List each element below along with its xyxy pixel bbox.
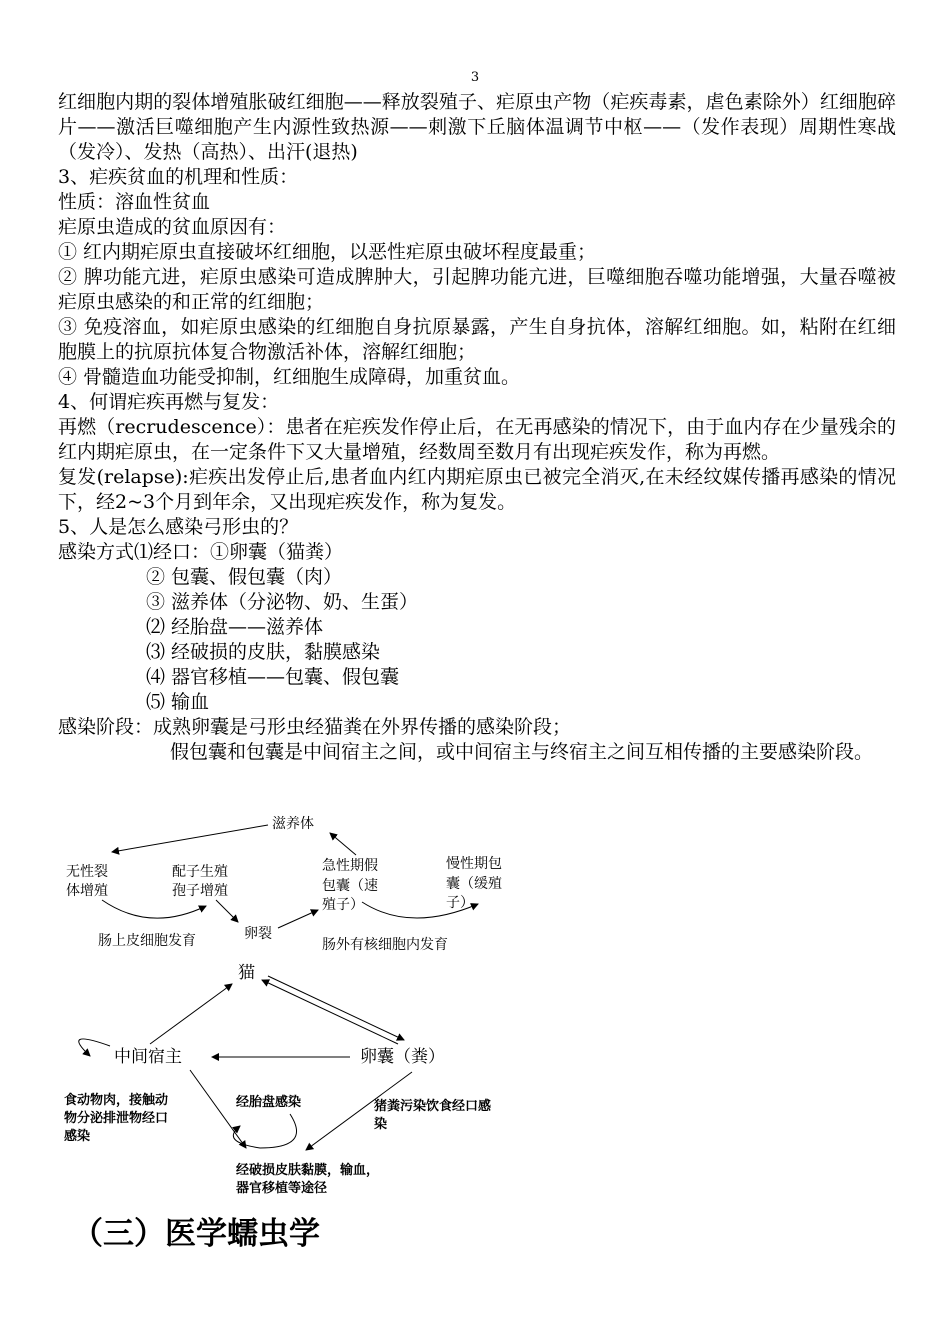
arrow-trophozoite-to-asexual <box>112 825 268 852</box>
infective-stage: 感染阶段：成熟卵囊是弓形虫经猫粪在外界传播的感染阶段； <box>58 716 572 738</box>
heading-recrudescence: 4、何谓疟疾再燃与复发： <box>58 391 280 413</box>
label-gamete-2: 孢子增殖 <box>172 883 228 899</box>
paragraph-fever-mechanism: 红细胞内期的裂体增殖胀破红细胞——释放裂殖子、疟原虫产物（疟疾毒素，虐色素除外）红细胞碎片——激活巨噬细胞产生内源性致热源——刺激下丘脑体温调节中枢——（发作表现）周期性寒战（发冷）、发热（高热）、出汗(退热) <box>58 91 896 163</box>
label-chronic-2: 囊（缓殖 <box>446 876 502 892</box>
infection-route-transplant: ⑷ 器官移植——包囊、假包囊 <box>146 666 400 688</box>
arrow-acute-to-trophozoite <box>330 833 356 855</box>
arrow-schizont-to-acute <box>278 910 318 928</box>
anemia-cause-4: ④ 骨髓造血功能受抑制，红细胞生成障碍，加重贫血。 <box>58 366 521 388</box>
heading-anemia: 3、疟疾贫血的机理和性质： <box>58 166 299 188</box>
anemia-cause-1: ① 红内期疟原虫直接破坏红细胞，以恶性疟原虫破坏程度最重； <box>58 241 597 263</box>
label-feces-2: 染 <box>374 1117 388 1132</box>
infection-route-placenta: ⑵ 经胎盘——滋养体 <box>146 616 324 638</box>
infection-route-oral: 感染方式⑴经口：①卵囊（猫粪） <box>58 541 344 563</box>
label-gamete-1: 配子生殖 <box>172 864 228 880</box>
body-text <box>58 90 896 765</box>
infection-route-cyst: ② 包囊、假包囊（肉） <box>146 566 343 588</box>
infection-route-trophozoite: ③ 滋养体（分泌物、奶、生蛋） <box>146 591 419 613</box>
page-number: 3 <box>470 70 480 85</box>
label-acute-3: 殖子） <box>322 897 364 913</box>
infection-route-skin: ⑶ 经破损的皮肤，黏膜感染 <box>146 641 381 663</box>
recrudescence-definition: 再燃（recrudescence）：患者在疟疾发作停止后，在无再感染的情况下，由于血内存在少量残余的红内期疟原虫，在一定条件下又大量增殖，经数周至数月有出现疟疾发作，称为再燃。 <box>58 416 896 463</box>
label-asexual-2: 体增殖 <box>66 883 108 899</box>
label-chronic-1: 慢性期包 <box>446 856 502 872</box>
label-trophozoite: 滋养体 <box>272 816 314 832</box>
section-title: （三）医学蠕虫学 <box>72 1216 320 1252</box>
label-skin-2: 器官移植等途径 <box>236 1181 328 1196</box>
label-acute-2: 包囊（速 <box>322 878 378 894</box>
label-eat-3: 感染 <box>64 1129 91 1144</box>
anemia-causes-intro: 疟原虫造成的贫血原因有： <box>58 216 287 238</box>
arrow-asexual-to-gamete <box>102 900 206 918</box>
arrow-host-self-loop <box>79 1039 110 1056</box>
label-oocyst: 卵囊（粪） <box>360 1047 445 1067</box>
arrow-host-to-cat <box>150 984 232 1044</box>
infection-route-transfusion: ⑸ 输血 <box>146 691 210 713</box>
label-feces-1: 猪粪污染饮食经口感 <box>374 1099 492 1114</box>
arrow-cat-to-oocyst <box>268 976 404 1040</box>
label-intermediate-host: 中间宿主 <box>114 1047 182 1067</box>
label-cat: 猫 <box>238 963 255 983</box>
arrow-oocyst-to-cat <box>262 980 398 1044</box>
label-asexual-1: 无性裂 <box>66 864 108 880</box>
label-skin-1: 经破损皮肤黏膜，输血， <box>236 1163 380 1178</box>
toxoplasma-lifecycle-diagram <box>0 808 950 1208</box>
heading-toxoplasma: 5、人是怎么感染弓形虫的？ <box>58 516 299 538</box>
label-eat-2: 物分泌排泄物经口 <box>64 1111 169 1126</box>
anemia-cause-3: ③ 免疫溶血，如疟原虫感染的红细胞自身抗原暴露，产生自身抗体，溶解红细胞。如，粘附在红细胞膜上的抗原抗体复合物激活补体，溶解红细胞； <box>58 316 896 363</box>
label-chronic-3: 子） <box>446 895 474 911</box>
label-acute-1: 急性期假 <box>322 858 378 874</box>
arrow-gamete-to-schizont <box>216 900 238 922</box>
label-intestinal: 肠上皮细胞发育 <box>98 933 196 949</box>
label-eat-1: 食动物肉，接触动 <box>64 1093 169 1108</box>
label-extra-intestinal: 肠外有核细胞内发育 <box>322 937 448 953</box>
label-schizont: 卵裂 <box>244 926 272 942</box>
anemia-nature: 性质：溶血性贫血 <box>58 191 211 213</box>
relapse-definition: 复发(relapse):疟疾出发停止后,患者血内红内期疟原虫已被完全消灭,在未经纹媒传播再感染的情况下，经2~3个月到年余，又出现疟疾发作，称为复发。 <box>58 466 896 513</box>
label-placenta: 经胎盘感染 <box>236 1095 302 1110</box>
anemia-cause-2: ② 脾功能亢进，疟原虫感染可造成脾肿大，引起脾功能亢进，巨噬细胞吞噬功能增强，大量吞噬被疟原虫感染的和正常的红细胞； <box>58 266 896 313</box>
infective-stage-cysts: 假包囊和包囊是中间宿主之间，或中间宿主与终宿主之间互相传播的主要感染阶段。 <box>170 741 874 763</box>
